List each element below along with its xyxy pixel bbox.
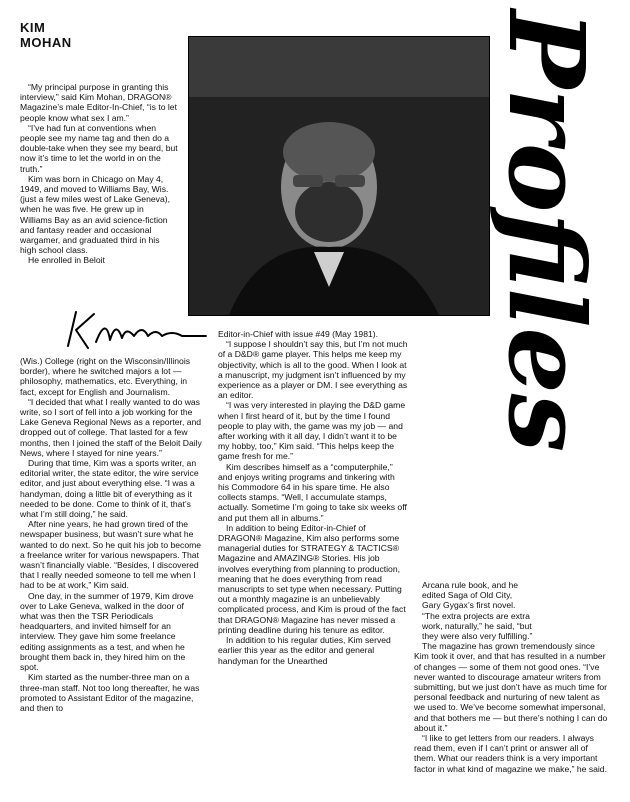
heading-first-name: KIM <box>20 20 46 35</box>
signature-graphic <box>60 306 210 354</box>
paragraph: “I decided that what I really wanted to do was write, so I sort of fell into a job working for the Lake Geneva Regional News as a reporter, and dropped out of college. That lasted for a few months, then I joined the staff of the Beloit Daily News, where I stayed for nine years.” <box>20 396 202 458</box>
text-line: “The extra projects are extra <box>422 610 530 621</box>
paragraph: Editor-in-Chief with issue #49 (May 1981). <box>218 329 379 339</box>
profiles-brush-text: Profiles <box>485 10 608 453</box>
paragraph: “I like to get letters from our readers. I always read them, even if I can’t print or answer all of them. What our readers think is a very important factor in what kind of magazine we make,” he said. <box>414 733 607 774</box>
paragraph: Kim was born in Chicago on May 4, 1949, and moved to Williams Bay, Wis. (just a few miles west of Lake Geneva), when he was five. He grew up in Williams Bay as an avid science-fiction and fantasy reader and occasional wargamer, and graduated third in his high school class. <box>20 173 170 256</box>
paragraph: After nine years, he had grown tired of the newspaper business, but wasn’t sure what he wanted to do next. So he quit his job to become a freelance writer for various newspapers. That wasn’t financially viable. “Besides, I discovered that I really needed someone to tell me when I had to be at work,” Kim said. <box>20 519 202 591</box>
profile-heading <box>20 20 72 50</box>
profiles-brush-title <box>470 0 630 560</box>
column-1-bottom <box>20 356 202 713</box>
paragraph: He enrolled in Beloit <box>28 255 105 266</box>
text-line: edited Saga of Old City, <box>422 590 513 601</box>
paragraph: Kim started as the number-three man on a three-man staff. Not too long thereafter, he was promoted to Assistant Editor of the magazine, and then to <box>20 672 200 713</box>
heading-last-name: MOHAN <box>20 35 72 50</box>
text-line: Arcana rule book, and he <box>422 580 519 590</box>
column-2 <box>218 329 408 666</box>
paragraph: In addition to his regular duties, Kim served earlier this year as the editor and general handyman for the Unearthed <box>218 635 391 666</box>
paragraph: “I’ve had fun at conventions when people see my name tag and then do a double-take when they see my beard, but now it’s time to let the world in on the truth.” <box>20 122 178 174</box>
text-line: they were also very fulfilling.” <box>422 631 533 642</box>
paragraph: “I was very interested in playing the D&D game when I first heard of it, but by the time I found people to play with, the game was my job — and after working with it all day, I didn’t want it to be my hobby, too,” Kim said. “This helps keep the game fresh for me.” <box>218 400 406 462</box>
paragraph: Kim describes himself as a “computerphile,” and enjoys writing programs and tinkering with his Commodore 64 in his spare time. He also collects stamps. “Well, I accumulate stamps, actually. Sometime I’m going to take six weeks off and put them all in albums.” <box>218 461 407 523</box>
column-3-short-lines <box>414 580 610 641</box>
column-3 <box>414 580 610 774</box>
portrait-photo <box>188 36 490 316</box>
paragraph: The magazine has grown tremendously since Kim took it over, and that has resulted in a number of changes — some of them not good ones. “I’ve never wanted to discourage amateur writers from submitting, but we just don’t have as much time for personal feedback and nurturing of new talent as we used to. We’ve become somewhat impersonal, and that bothers me — but there’s nothing I can do about it.” <box>414 641 608 733</box>
paragraph: During that time, Kim was a sports writer, an editorial writer, the state editor, the wire service editor, and just about everything else. “I was a handyman, doing a little bit of everything as it needed to be done. Come to think of it, that’s what I’m still doing,” he said. <box>20 458 199 520</box>
paragraph: In addition to being Editor-in-Chief of DRAGON® Magazine, Kim also performs some managerial duties for STRATEGY & TACTICS® Magazine and AMAZING® Stories. His job involves everything from planning to production, meaning that he does everything from read manuscripts to set type when necessary. Putting out a monthly magazine is an unbelievably complicated process, and Kim is proud of the fact that DRAGON® Magazine has never missed a printing deadline during his tenure as editor. <box>218 522 406 635</box>
paragraph: (Wis.) College (right on the Wisconsin/Illinois border), where he switched majors a lot — philosophy, mathematics, etc. Everything, in fact, except for English and Journalism. <box>20 356 191 397</box>
paragraph: “My principal purpose in granting this interview,” said Kim Mohan, DRAGON® Magazine’s male Editor-In-Chief, “is to let people know what sex I am.” <box>20 82 177 123</box>
text-line: work, naturally,” he said, “but <box>422 620 532 631</box>
paragraph: One day, in the summer of 1979, Kim drove over to Lake Geneva, walked in the door of what was then the TSR Periodicals headquarters, and invited himself for an interview. They gave him some freelance editing assignments as a test, and when he brought them back in, they hired him on the spot. <box>20 590 194 673</box>
portrait-image <box>189 37 489 315</box>
paragraph: “I suppose I shouldn’t say this, but I’m not much of a D&D® game player. This helps me keep my objectivity, which is all to the good. When I look at a manuscript, my judgment isn’t influenced by my experience as a player or DM. I see everything as an editor. <box>218 339 408 401</box>
text-line: Gary Gygax’s first novel. <box>422 600 516 611</box>
column-1-top <box>20 82 178 266</box>
